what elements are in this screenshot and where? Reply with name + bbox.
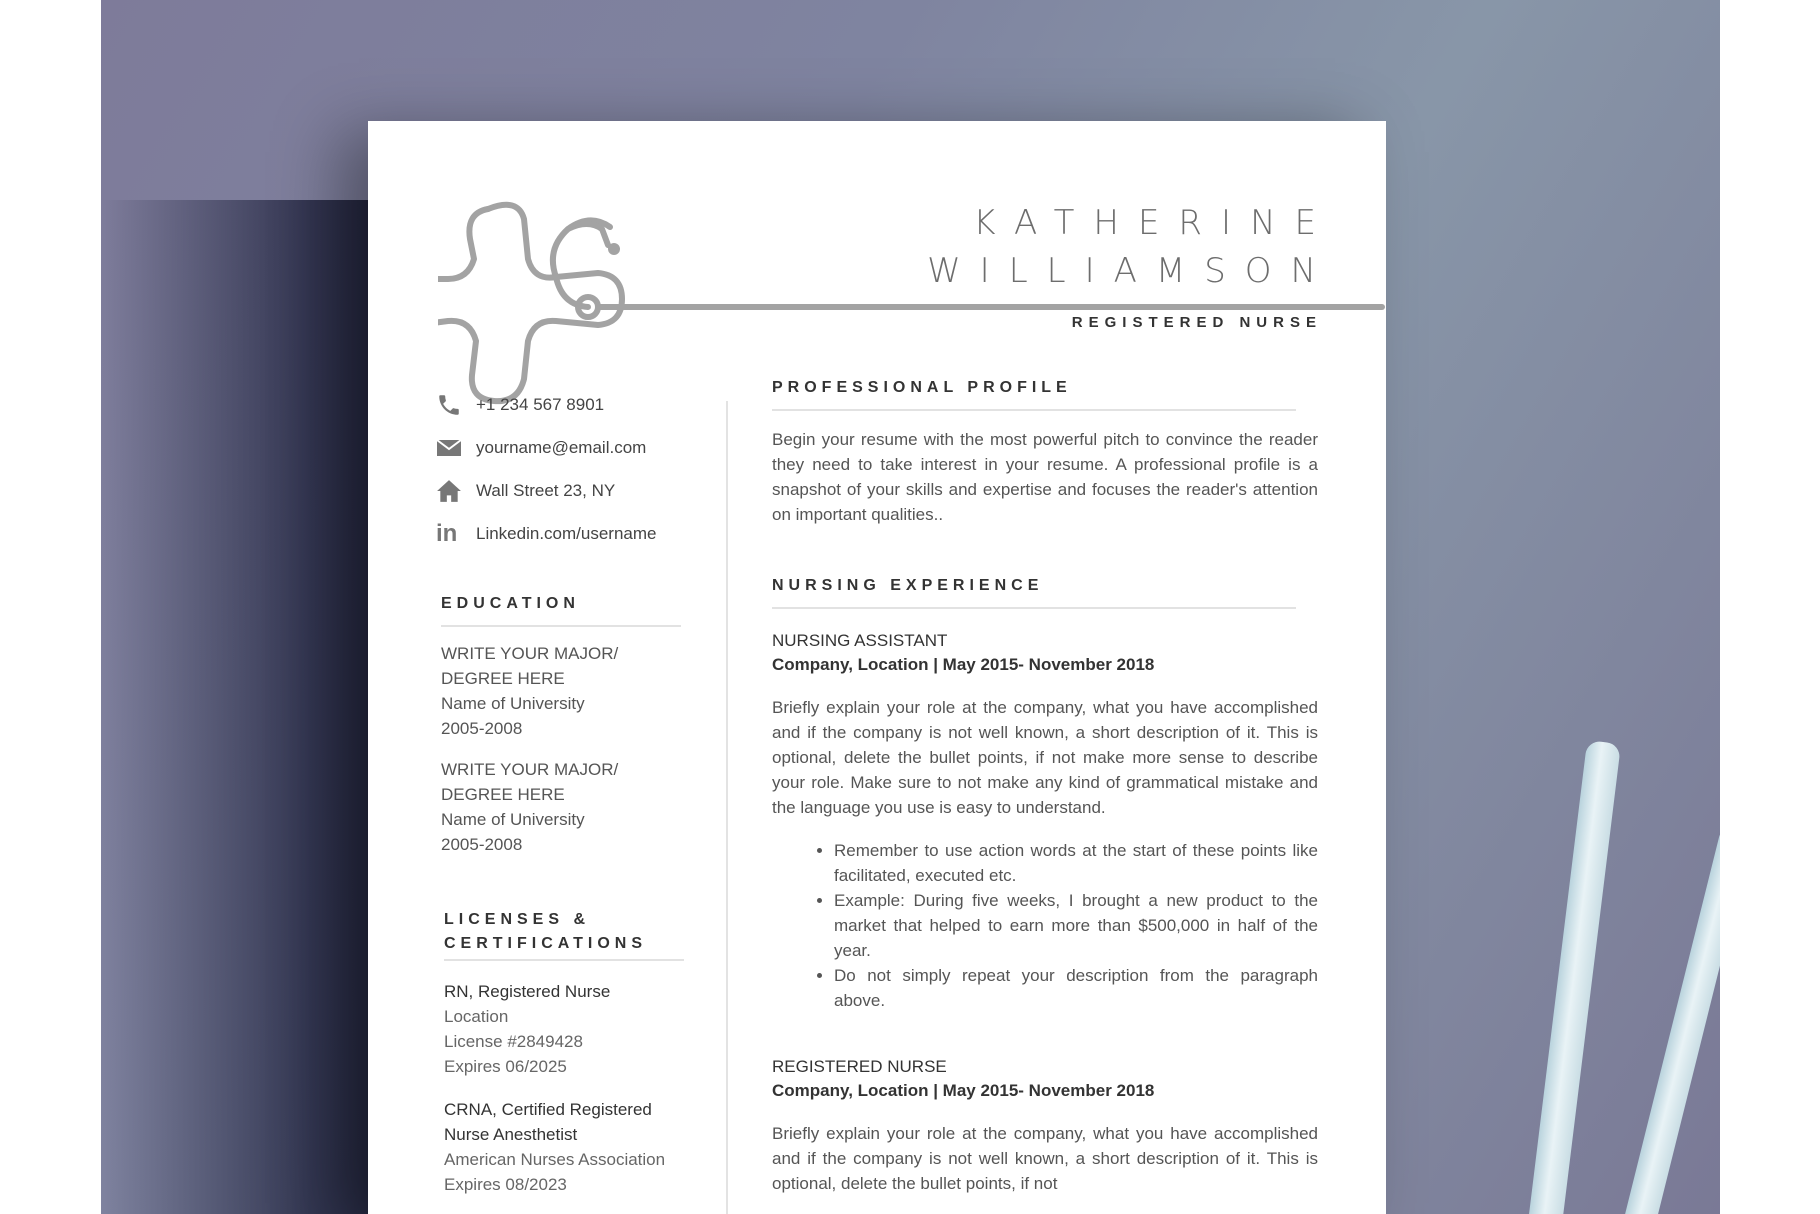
licenses-title: LICENSES & CERTIFICATIONS (444, 911, 648, 952)
phone-text[interactable]: +1 234 567 8901 (476, 394, 605, 414)
education-item: WRITE YOUR MAJOR/ DEGREE HERE Name of University 2005-2008 (441, 644, 619, 738)
job-bullets (772, 838, 1318, 1013)
experience-section (772, 577, 1318, 1196)
email-text[interactable]: yourname@email.com (476, 437, 647, 457)
job-role: REGISTERED NURSE (1071, 314, 1322, 331)
linkedin-icon: in (436, 519, 458, 547)
home-icon (436, 477, 466, 505)
education-item: WRITE YOUR MAJOR/ DEGREE HERE Name of University 2005-2008 (441, 760, 619, 854)
job-entry (772, 1055, 1318, 1196)
experience-title: NURSING EXPERIENCE (772, 577, 1044, 594)
education-title: EDUCATION (441, 595, 580, 612)
job-meta: Company, Location | May 2015- November 2018 (772, 655, 1155, 674)
job-title: NURSING ASSISTANT (772, 631, 948, 650)
contact-address (436, 469, 736, 512)
license-item: RN, Registered Nurse Location License #2849428 Expires 06/2025 (444, 982, 611, 1076)
contact-email (436, 426, 736, 469)
education-section (441, 595, 681, 857)
first-name: KATHERINE (973, 203, 1335, 243)
column-divider (726, 401, 728, 1214)
bullet-item: • Example: During five weeks, I brought a new product to the market that helped to earn more than $500,000 in half of the year. (834, 888, 1318, 963)
bullet-item: • Do not simply repeat your description from the paragraph above. (834, 963, 1318, 1013)
license-item: CRNA, Certified Registered Nurse Anesthetist American Nurses Association Expires 08/2023 (444, 1100, 666, 1194)
paper-shadow (101, 200, 401, 1214)
licenses-section (444, 911, 684, 1197)
phone-icon (436, 391, 466, 419)
profile-title: PROFESSIONAL PROFILE (772, 379, 1072, 396)
contact-list (436, 383, 736, 555)
email-icon (436, 434, 466, 462)
bullet-item: • Remember to use action words at the start of these points like facilitated, executed etc. (834, 838, 1318, 888)
pencil-1 (1519, 740, 1621, 1214)
job-description: Briefly explain your role at the company, what you have accomplished and if the company is not well known, a short description of it. This is optional, delete the bullet points, if not make more sense to describe your role. Make sure to not make any kind of grammatical mistake and the language you use is easy to understand. (772, 698, 1318, 817)
last-name: WILLIAMSON (927, 251, 1335, 291)
contact-phone (436, 383, 736, 426)
contact-linkedin (436, 512, 736, 555)
pencil-2 (1597, 824, 1720, 1214)
profile-section (772, 379, 1318, 527)
job-meta: Company, Location | May 2015- November 2018 (772, 1081, 1155, 1100)
job-description: Briefly explain your role at the company, what you have accomplished and if the company is not well known, a short description of it. This is optional, delete the bullet points, if not (772, 1124, 1318, 1193)
address-text: Wall Street 23, NY (476, 480, 616, 500)
linkedin-text[interactable]: Linkedin.com/username (476, 523, 657, 543)
profile-text: Begin your resume with the most powerful pitch to convince the reader they need to take interest in your resume. A professional profile is a snapshot of your skills and expertise and focuses the reader's attention on important qualities.. (772, 430, 1318, 524)
resume-page (368, 121, 1386, 1214)
job-title: REGISTERED NURSE (772, 1057, 947, 1076)
job-entry (772, 629, 1318, 1013)
